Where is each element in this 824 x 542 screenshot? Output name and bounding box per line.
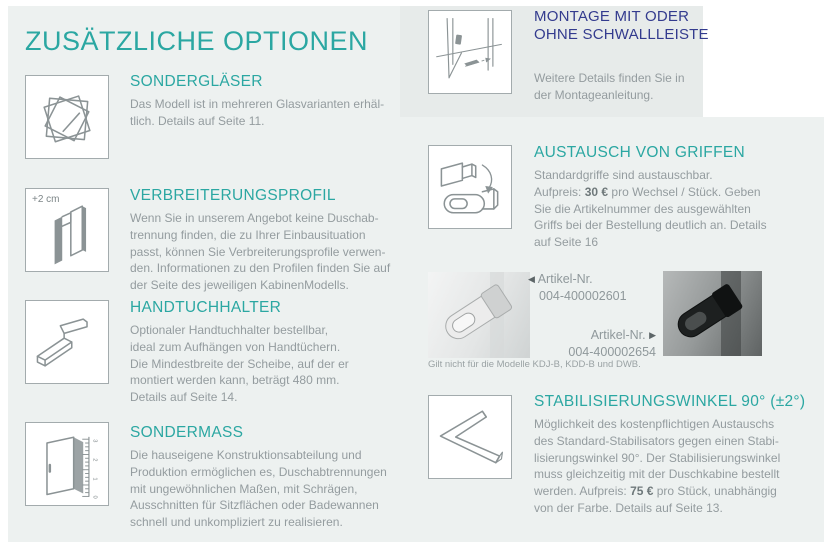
section-title: VERBREITERUNGSPROFIL <box>130 187 336 204</box>
section-title: HANDTUCHHALTER <box>130 299 282 316</box>
section-sondermass <box>130 424 387 531</box>
profile-width-label: +2 cm <box>32 194 60 205</box>
section-title: SONDERMASS <box>130 424 244 441</box>
chrome-handle-photo <box>428 272 530 358</box>
body-line: Optionaler Handtuchhalter bestellbar, <box>130 323 329 337</box>
handle-swap-icon <box>428 145 512 229</box>
artikel-left <box>528 271 640 304</box>
body-line: Standardgriffe sind austauschbar. <box>534 168 713 182</box>
body-line: Details auf Seite 14. <box>130 390 238 405</box>
body-line: der Montageanleitung. <box>534 87 654 102</box>
body-line: von der Farbe. Details auf Seite 13. <box>534 500 723 515</box>
body-line: Weitere Details finden Sie in <box>534 71 685 85</box>
section-title: STABILISIERUNGSWINKEL 90° (±2°) <box>534 393 806 410</box>
body-line: Möglichkeit des kostenpflichtigen Austauschs <box>534 417 775 431</box>
body-line: Das Modell ist in mehreren Glasvarianten erhäl- <box>130 97 385 111</box>
black-handle-photo <box>663 271 762 356</box>
section-sonderglaeser <box>130 73 384 130</box>
section-montage <box>534 8 709 104</box>
ruler-number: 3 <box>91 439 98 443</box>
splash-guard-mounting-icon <box>428 10 512 94</box>
body-line: Sie die Artikelnummer des ausgewählten <box>534 201 751 216</box>
body-line: werden. Aufpreis: 75 € pro Stück, unabhängig <box>534 484 777 499</box>
body-line: Aufpreis: 30 € pro Wechsel / Stück. Geben <box>534 184 761 199</box>
page-title: ZUSÄTZLICHE OPTIONEN <box>25 26 369 56</box>
body-line: mit ungewöhnlichen Maßen, mit Schrägen, <box>130 481 358 496</box>
top-right-white-area <box>703 0 824 117</box>
model-exclusion-note: Gilt nicht für die Modelle KDJ-B, KDD-B und DWB. <box>428 359 641 370</box>
artikel-right <box>528 327 656 360</box>
body-line: auf Seite 16 <box>534 235 599 250</box>
artikel-right-label: Artikel-Nr. ▶ <box>590 328 656 342</box>
body-line: des Standard-Stabilisators gegen einen Stabi- <box>534 433 779 448</box>
body-line: tlich. Details auf Seite 11. <box>130 113 265 128</box>
angle-bracket-icon <box>428 395 512 479</box>
body-line: trennung finden, die zu Ihrer Einbausituation <box>130 227 366 242</box>
glass-panes-icon <box>25 75 109 159</box>
body-line: ideal zum Aufhängen von Handtüchern. <box>130 339 341 354</box>
widening-profile-icon <box>25 188 109 272</box>
arrow-left-icon: ◀ <box>528 274 535 284</box>
section-title: SONDERGLÄSER <box>130 73 263 90</box>
body-line: Wenn Sie in unserem Angebot keine Duschab- <box>130 211 379 225</box>
section-title: AUSTAUSCH VON GRIFFEN <box>534 144 745 161</box>
arrow-right-icon: ▶ <box>649 330 656 340</box>
section-griffe <box>534 144 767 251</box>
towel-rail-icon <box>25 300 109 384</box>
price-75: 75 € <box>630 484 654 499</box>
ruler-number: 1 <box>91 477 98 481</box>
artikel-right-number: 004-400002654 <box>568 345 656 359</box>
section-handtuchhalter <box>130 299 349 406</box>
body-line: muss gleichzeitig mit der Duschkabine bestellt <box>534 467 780 482</box>
body-line: der Seite des jeweiligen KabinenModells. <box>130 278 349 293</box>
section-verbreiterungsprofil <box>130 187 390 294</box>
body-line: lisierungswinkel 90°. Der Stabilisierungswinkel <box>534 450 781 465</box>
body-line: Griffs bei der Bestellung deutlich an. Details <box>534 218 767 233</box>
body-line: Die hauseigene Konstruktionsabteilung und <box>130 448 362 462</box>
section-title-line1: MONTAGE MIT ODER <box>534 8 690 25</box>
body-line: Ausschnitten für Sitzflächen oder Badewannen <box>130 498 379 513</box>
section-title-line2: OHNE SCHWALLLEISTE <box>534 25 709 43</box>
body-line: montiert werden kann, beträgt 480 mm. <box>130 373 340 388</box>
custom-size-ruler-icon <box>25 422 109 506</box>
body-line: schnell und unkompliziert zu realisieren. <box>130 515 343 530</box>
ruler-number: 2 <box>91 458 98 462</box>
artikel-left-label: ◀ Artikel-Nr. <box>528 272 593 286</box>
body-line: Produktion ermöglichen es, Duschabtrennungen <box>130 464 387 479</box>
ruler-number: 0 <box>91 495 98 499</box>
body-line: Die Mindestbreite der Scheibe, auf der er <box>130 356 349 371</box>
section-stabilisierungswinkel <box>534 393 805 517</box>
body-line: passt, können Sie Verbreiterungsprofile verwen- <box>130 244 386 259</box>
artikel-left-number: 004-400002601 <box>539 289 627 303</box>
price-30: 30 € <box>584 184 609 199</box>
body-line: den. Informationen zu den Profilen finden Sie auf <box>130 261 391 276</box>
